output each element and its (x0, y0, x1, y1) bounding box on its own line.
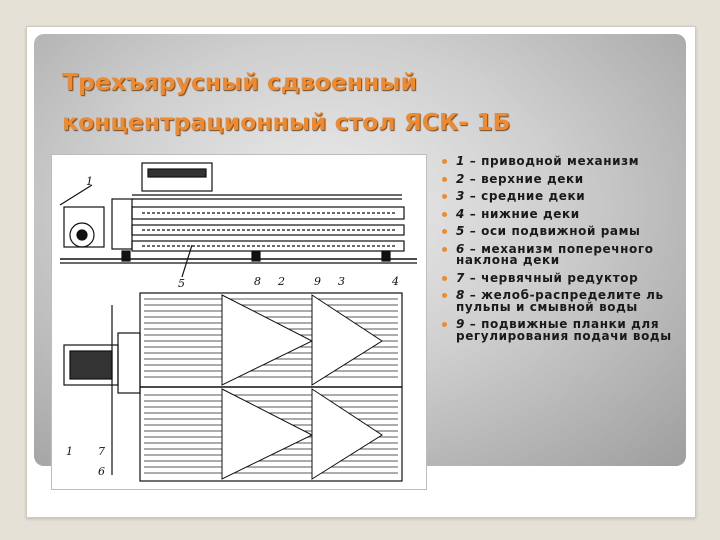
callout-5: 5 (178, 277, 185, 290)
legend-item: 6 – механизм поперечного наклона деки (440, 244, 680, 267)
callout-8: 8 (254, 275, 261, 288)
callout-1-plan: 1 (66, 445, 73, 458)
bullet-icon (442, 322, 447, 327)
title-line-2: концентрационный стол ЯСК- 1Б (62, 108, 511, 136)
bullet-icon (442, 229, 447, 234)
bullet-icon (442, 194, 447, 199)
callout-1-top: 1 (86, 175, 93, 188)
bullet-icon (442, 293, 447, 298)
table-schematic (52, 155, 426, 489)
title-line-1: Трехъярусный сдвоенный (62, 68, 417, 96)
technical-drawing (51, 154, 427, 490)
legend-item: 4 – нижние деки (440, 209, 680, 221)
legend-item: 7 – червячный редуктор (440, 273, 680, 285)
bullet-icon (442, 247, 447, 252)
bullet-icon (442, 212, 447, 217)
callout-3: 3 (338, 275, 345, 288)
legend-item: 3 – средние деки (440, 191, 680, 203)
callout-9: 9 (314, 275, 321, 288)
bullet-icon (442, 177, 447, 182)
callout-6: 6 (98, 465, 105, 478)
bullet-icon (442, 276, 447, 281)
legend-item: 1 – приводной механизм (440, 156, 680, 168)
legend-item: 8 – желоб-распределите ль пульпы и смывной воды (440, 290, 680, 313)
legend-item: 9 – подвижные планки для регулирования подачи воды (440, 319, 680, 342)
bullet-icon (442, 159, 447, 164)
callout-7: 7 (98, 445, 105, 458)
legend-item: 2 – верхние деки (440, 174, 680, 186)
callout-4: 4 (392, 275, 399, 288)
slide-title (62, 62, 662, 142)
callout-2: 2 (278, 275, 285, 288)
legend-item: 5 – оси подвижной рамы (440, 226, 680, 238)
legend-list (440, 156, 680, 348)
